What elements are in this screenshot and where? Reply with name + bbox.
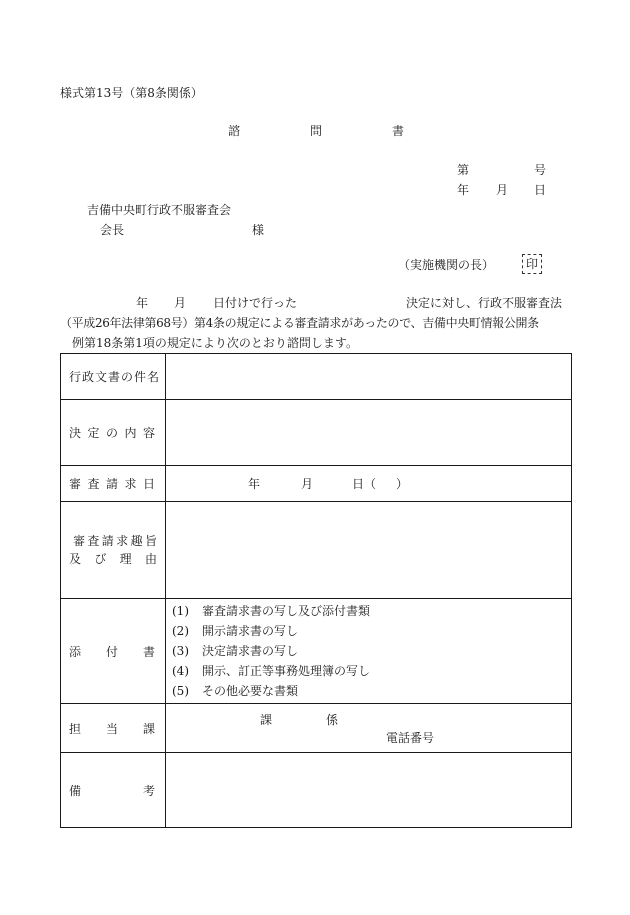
decision-label-char: 内: [124, 426, 137, 440]
attachment-list-cell: [166, 599, 572, 704]
attachment-number: (4): [172, 664, 189, 678]
decision-label-char: の: [105, 426, 118, 440]
list-item: [172, 681, 571, 701]
table-row-request-date: [61, 466, 572, 502]
attachment-number: (1): [172, 604, 189, 618]
reason-label-char: 及: [69, 552, 82, 566]
charge-label: [61, 720, 165, 737]
table-row-attachments: [61, 599, 572, 704]
remarks-label-char: 備: [69, 783, 82, 798]
attachment-label-char: 書: [142, 644, 155, 659]
charge-staff: 係: [326, 712, 339, 727]
remarks-value-cell: [166, 753, 572, 828]
header-day: 日: [534, 183, 547, 197]
body-decision-text: 決定に対し、行政不服審査法: [406, 296, 563, 310]
title-char-2: 問: [310, 124, 323, 138]
attachment-label: [61, 643, 165, 660]
attachment-number: (2): [172, 624, 189, 638]
table-row-decision: [61, 400, 572, 466]
form-number: 様式第13号（第8条関係）: [60, 86, 203, 100]
attachment-label-char: 添: [69, 644, 82, 659]
attachment-text: その他必要な書類: [202, 684, 299, 698]
decision-label-char: 決: [69, 426, 82, 440]
title-char-1: 諮: [228, 124, 241, 138]
attachment-number: (5): [172, 684, 189, 698]
charge-label-char: 当: [105, 721, 118, 736]
reason-label-char: 審: [73, 534, 86, 548]
request-close-paren: ）: [396, 476, 409, 491]
reason-label-cell: [61, 502, 166, 599]
list-item: [172, 661, 571, 681]
table-row-doc-name: [61, 354, 572, 400]
addressee-org: 吉備中央町行政不服審査会: [87, 203, 232, 217]
body-month: 月: [174, 296, 187, 310]
remarks-label-char: 考: [142, 783, 155, 798]
attachment-number: (3): [172, 644, 189, 658]
request-date-label-char: 審: [69, 477, 82, 491]
seal-box: 印: [522, 254, 542, 274]
title-char-3: 書: [392, 124, 405, 138]
reason-label-line-2: [61, 550, 165, 568]
body-line-2: （平成26年法律第68号）第4条の規定による審査請求があったので、吉備中央町情報公開条: [60, 316, 539, 330]
table-row-charge: [61, 704, 572, 753]
request-date-value-cell: [166, 466, 572, 502]
remarks-label: [61, 782, 165, 799]
attachment-text: 審査請求書の写し及び添付書類: [202, 604, 371, 618]
decision-label-char: 容: [142, 426, 155, 440]
request-date-label-char: 求: [124, 477, 137, 491]
doc-name-label-cell: [61, 354, 166, 400]
request-date-label-cell: [61, 466, 166, 502]
body-line-3: 例第18条第1項の規定により次のとおり諮問します。: [72, 336, 358, 350]
request-date-label-char: 日: [142, 477, 155, 491]
list-item: [172, 641, 571, 661]
reason-label-char: 査: [87, 534, 100, 548]
attachment-label-cell: [61, 599, 166, 704]
reason-label-char: 理: [119, 552, 132, 566]
body-date-text: 日付けで行った: [213, 296, 298, 310]
request-day: 日（: [352, 476, 377, 491]
decision-label: [61, 424, 165, 441]
remarks-label-cell: [61, 753, 166, 828]
request-date-label: [61, 475, 165, 492]
reason-label-char: 由: [144, 552, 157, 566]
charge-label-char: 課: [142, 721, 155, 736]
request-date-label-char: 査: [87, 477, 100, 491]
table-row-reason: [61, 502, 572, 599]
request-year: 年: [248, 476, 261, 491]
addressee-honorific: 様: [252, 223, 265, 237]
attachment-text: 決定請求書の写し: [202, 644, 299, 658]
attachment-list: [166, 599, 571, 703]
table-row-remarks: [61, 753, 572, 828]
header-month: 月: [496, 183, 509, 197]
decision-value-cell: [166, 400, 572, 466]
reason-label-char: 請: [101, 534, 114, 548]
request-month: 月: [301, 476, 314, 491]
reason-label-char: 趣: [130, 534, 143, 548]
attachment-text: 開示請求書の写し: [202, 624, 299, 638]
reason-label-line-1: [61, 532, 165, 550]
charge-section: 課: [260, 712, 273, 727]
reason-value-cell: [166, 502, 572, 599]
doc-number-prefix: 第: [457, 163, 470, 177]
decision-label-cell: [61, 400, 166, 466]
request-date-label-char: 請: [105, 477, 118, 491]
addressee-title: 会長: [100, 223, 125, 237]
attachment-text: 開示、訂正等事務処理簿の写し: [202, 664, 371, 678]
reason-label-char: 求: [116, 534, 129, 548]
charge-label-cell: [61, 704, 166, 753]
doc-name-value-cell: [166, 354, 572, 400]
doc-name-label: 行政文書の件名: [69, 370, 161, 384]
consultation-table: [60, 353, 572, 828]
body-year: 年: [136, 296, 149, 310]
doc-number-suffix: 号: [534, 163, 547, 177]
list-item: [172, 621, 571, 641]
sender-label: （実施機関の長）: [398, 258, 495, 272]
charge-label-char: 担: [69, 721, 82, 736]
reason-label-char: 旨: [144, 534, 157, 548]
attachment-label-char: 付: [105, 644, 118, 659]
header-year: 年: [457, 183, 470, 197]
decision-label-char: 定: [87, 426, 100, 440]
list-item: [172, 601, 571, 621]
reason-label-char: び: [94, 552, 107, 566]
charge-phone: 電話番号: [386, 730, 435, 745]
charge-value-cell: [166, 704, 572, 753]
